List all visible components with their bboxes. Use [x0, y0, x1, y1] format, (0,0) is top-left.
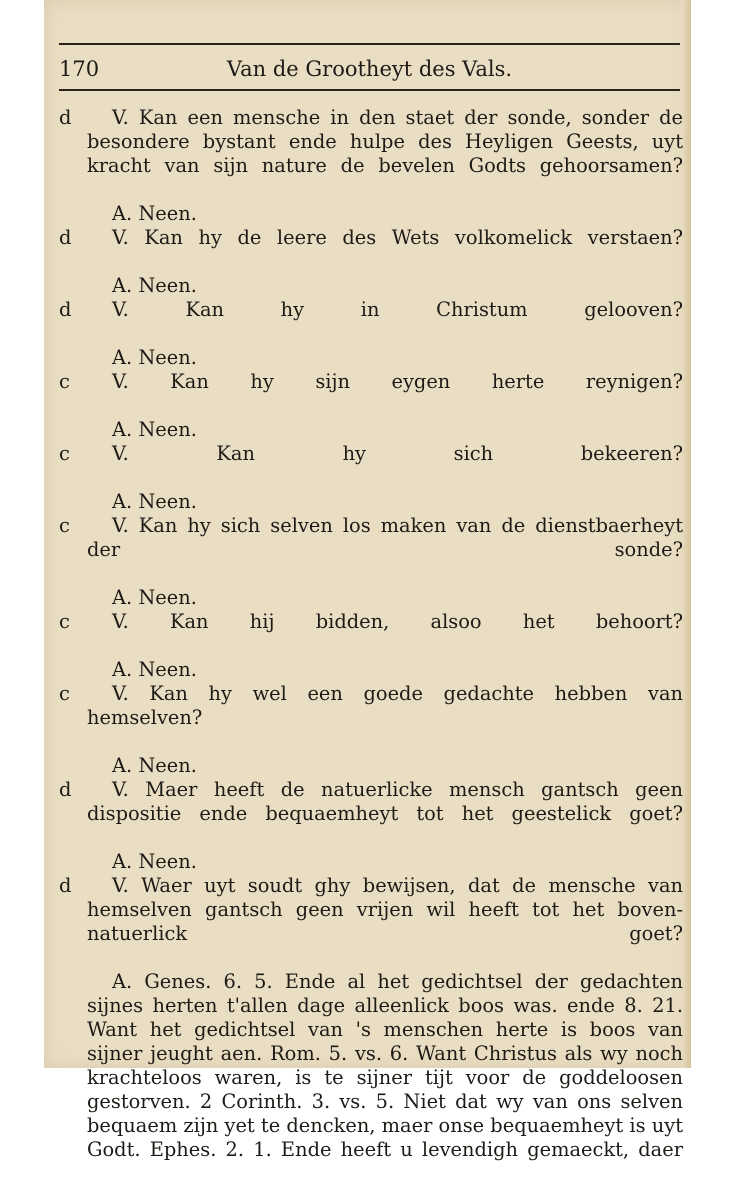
answer: A. Neen. — [112, 658, 197, 681]
running-title: Van de Grootheyt des Vals. — [226, 57, 513, 81]
qa-entry — [59, 682, 683, 778]
entry-marker: d — [59, 226, 72, 249]
question: V. Kan hy sich selven los maken van de dienstbaerheyt der sonde? — [87, 514, 683, 561]
answer: A. Neen. — [112, 346, 197, 369]
qa-entry — [59, 442, 683, 514]
answer: A. Neen. — [112, 274, 197, 297]
entry-marker: d — [59, 778, 72, 801]
answer: A. Neen. — [112, 202, 197, 225]
qa-entry — [59, 874, 683, 1186]
question: V. Kan hy de leere des Wets volkomelick verstaen? — [112, 226, 683, 249]
header-rule-bottom — [59, 89, 680, 91]
entry-marker: c — [59, 514, 70, 537]
page-number: 170 — [59, 57, 100, 81]
qa-entry — [59, 778, 683, 874]
entry-marker: d — [59, 298, 72, 321]
entry-marker: c — [59, 442, 70, 465]
question: V. Kan hij bidden, alsoo het behoort? — [112, 610, 683, 633]
answer: A. Genes. 6. 5. Ende al het gedichtsel der gedachten sijnes herten t'allen dage alleenlick boos was. ende 8. 21. Want het gedichtsel van 's menschen herte is boos van sijner jeught aen. Rom. 5. vs. 6. Want Christus als wy noch krachteloos waren, is te sijner tijt voor de goddeloosen gestorven. 2 Corinth. 3. vs. 5. Niet dat wy van ons selven bequaem zijn yet te dencken, maer onse bequaemheyt is uyt Godt. Ephes. 2. 1. Ende heeft u levendigh gemaeckt, daer — [87, 970, 683, 1161]
question: V. Kan hy in Christum gelooven? — [112, 298, 683, 321]
answer: A. Neen. — [112, 586, 197, 609]
question: V. Kan een mensche in den staet der sonde, sonder de besondere bystant ende hulpe des Heyligen Geests, uyt kracht van sijn nature de bevelen Godts gehoorsamen? — [87, 106, 683, 177]
page-header — [59, 54, 680, 84]
qa-entry — [59, 106, 683, 226]
qa-entry — [59, 226, 683, 298]
question: V. Maer heeft de natuerlicke mensch gantsch geen dispositie ende bequaemheyt tot het geestelick goet? — [87, 778, 683, 825]
qa-entry — [59, 610, 683, 682]
question: V. Kan hy wel een goede gedachte hebben van hemselven? — [87, 682, 683, 729]
entry-marker: c — [59, 682, 70, 705]
answer: A. Neen. — [112, 754, 197, 777]
question: V. Waer uyt soudt ghy bewijsen, dat de mensche van hemselven gantsch geen vrijen wil heeft tot het boven-natuerlick goet? — [87, 874, 683, 945]
entry-marker: d — [59, 874, 72, 897]
entry-marker: d — [59, 106, 72, 129]
answer: A. Neen. — [112, 490, 197, 513]
question: V. Kan hy sijn eygen herte reynigen? — [112, 370, 683, 393]
catechism-text — [59, 106, 683, 1186]
qa-entry — [59, 298, 683, 370]
entry-marker: c — [59, 370, 70, 393]
answer: A. Neen. — [112, 850, 197, 873]
qa-entry — [59, 370, 683, 442]
answer: A. Neen. — [112, 418, 197, 441]
question: V. Kan hy sich bekeeren? — [112, 442, 683, 465]
qa-entry — [59, 514, 683, 610]
header-rule-top — [59, 43, 680, 45]
entry-marker: c — [59, 610, 70, 633]
